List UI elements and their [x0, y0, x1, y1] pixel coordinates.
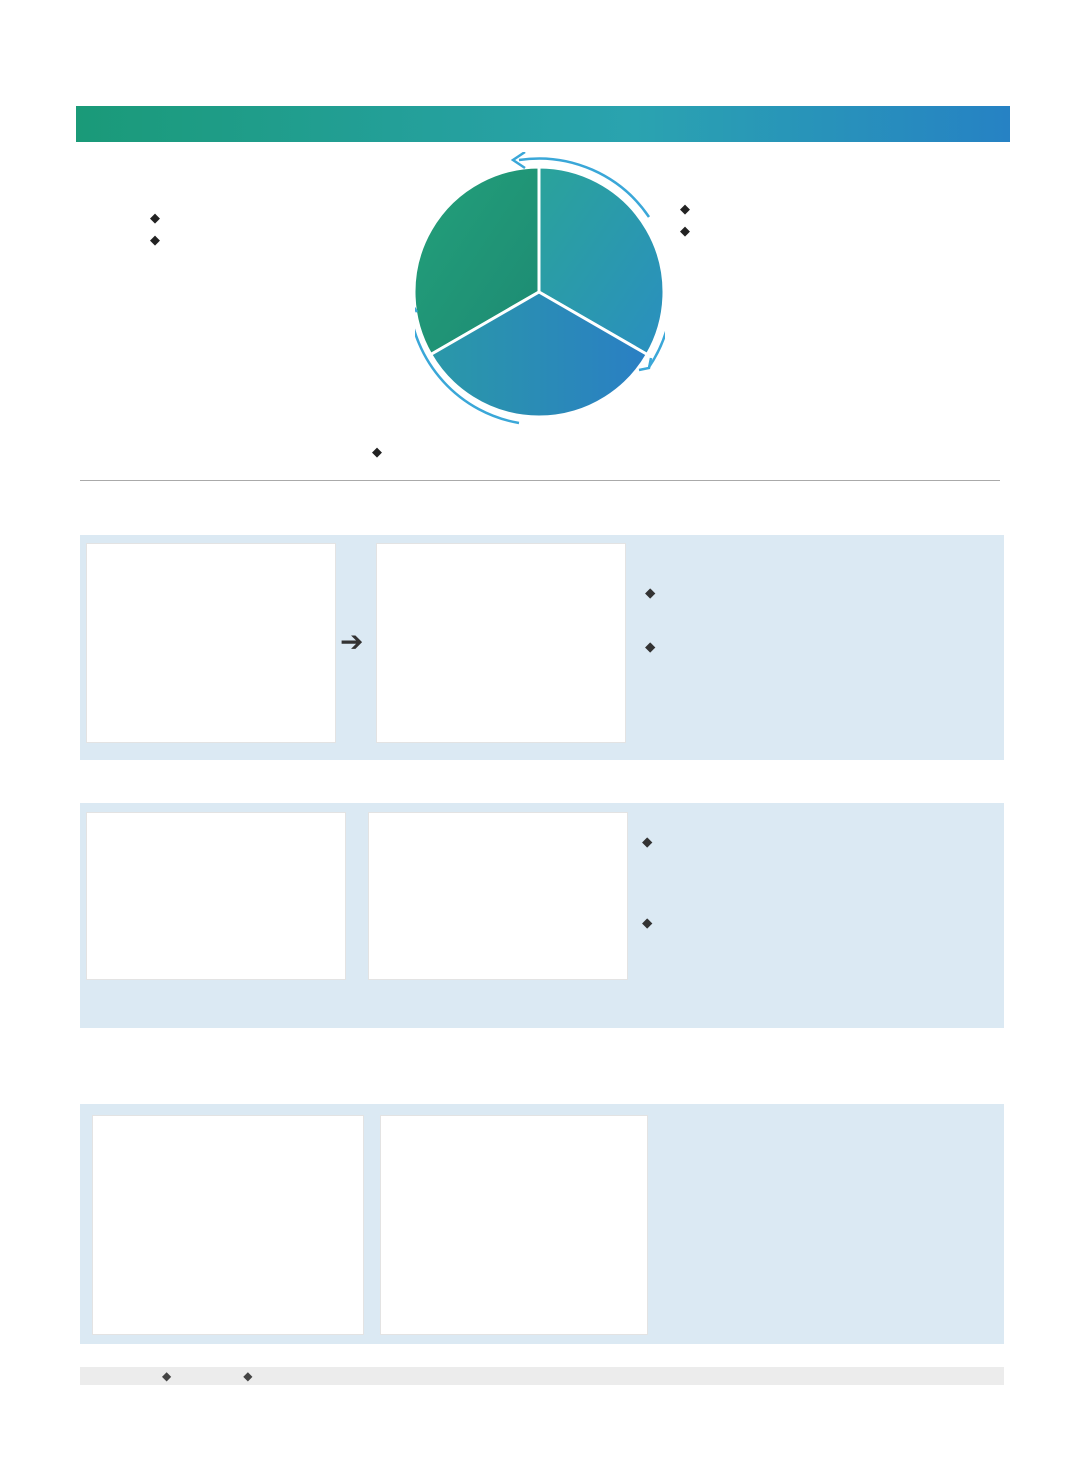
cycle-right-bullet-1: ◆: [680, 202, 690, 217]
footer-left: ◆: [162, 1369, 172, 1383]
chart-graphite-density: [87, 813, 347, 981]
footer-bar: [80, 1367, 1004, 1385]
cycle-diagram: [415, 152, 665, 432]
footer-right: ◆: [243, 1369, 253, 1383]
result-bullet-1: ◆: [645, 585, 656, 601]
chart-electrode-conductivity: [377, 544, 627, 744]
cycle-left-bullet-1: ◆: [150, 211, 160, 226]
divider: [80, 480, 1000, 481]
result-bullet-3: ◆: [642, 834, 653, 850]
cycle-right-bullet-2: ◆: [680, 224, 690, 239]
section-banner: [76, 106, 1010, 142]
result-bullet-2: ◆: [645, 639, 656, 655]
cycle-left-bullet-2: ◆: [150, 233, 160, 248]
arrow-right-icon: ➔: [340, 625, 364, 658]
conclusion-2: [640, 990, 990, 1007]
chart-ncm-density: [369, 813, 629, 981]
result-bullet-4: ◆: [642, 915, 653, 931]
chart-anova-cathode: [381, 1116, 649, 1336]
chart-anova-collector: [93, 1116, 365, 1336]
cycle-bottom-bullet: ◆: [372, 445, 382, 460]
chart-powder-conductivity: [87, 544, 337, 744]
